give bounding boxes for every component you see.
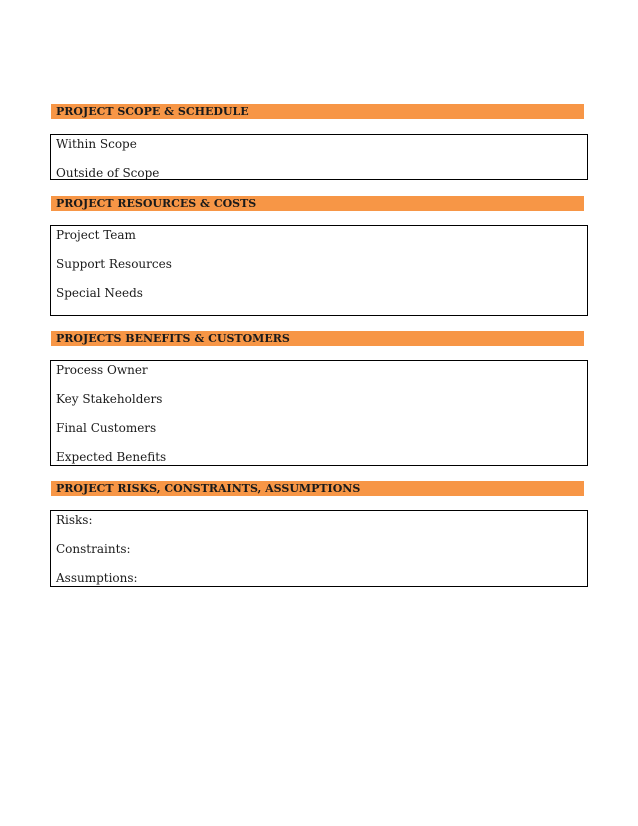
section-header-risks-constraints: PROJECT RISKS, CONSTRAINTS, ASSUMPTIONS bbox=[51, 481, 584, 496]
section-header-scope-schedule: PROJECT SCOPE & SCHEDULE bbox=[51, 104, 584, 119]
section-box-benefits-customers bbox=[50, 360, 588, 466]
field-special-needs: Special Needs bbox=[56, 286, 143, 300]
section-box-risks-constraints bbox=[50, 510, 588, 587]
section-header-resources-costs: PROJECT RESOURCES & COSTS bbox=[51, 196, 584, 211]
field-support-resources: Support Resources bbox=[56, 257, 172, 271]
field-key-stakeholders: Key Stakeholders bbox=[56, 392, 163, 406]
field-process-owner: Process Owner bbox=[56, 363, 148, 377]
field-final-customers: Final Customers bbox=[56, 421, 157, 435]
section-box-resources-costs bbox=[50, 225, 588, 316]
field-constraints: Constraints: bbox=[56, 542, 131, 556]
field-assumptions: Assumptions: bbox=[56, 571, 138, 585]
section-header-benefits-customers: PROJECTS BENEFITS & CUSTOMERS bbox=[51, 331, 584, 346]
field-risks: Risks: bbox=[56, 513, 93, 527]
field-within-scope: Within Scope bbox=[56, 137, 137, 151]
section-box-scope-schedule bbox=[50, 134, 588, 180]
field-expected-benefits: Expected Benefits bbox=[56, 450, 167, 464]
field-outside-of-scope: Outside of Scope bbox=[56, 166, 160, 180]
field-project-team: Project Team bbox=[56, 228, 136, 242]
